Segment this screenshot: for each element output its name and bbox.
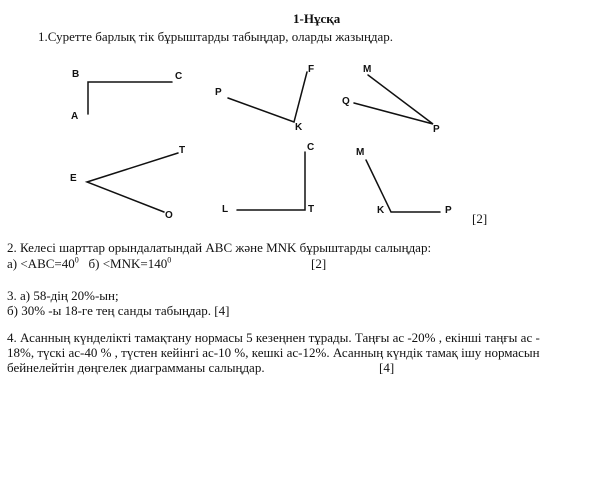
variant-title: 1-Нұсқа <box>293 11 341 26</box>
label-q: Q <box>342 96 350 107</box>
task3-line1: 3. а) 58-дің 20%-ын; <box>7 288 119 303</box>
angle-bac <box>88 82 172 114</box>
task2-b: б) <MNK=140 <box>88 256 168 271</box>
angle-teo <box>87 153 178 212</box>
label-p3: P <box>445 205 452 216</box>
label-c2: C <box>307 142 315 153</box>
angle-mpq <box>354 75 433 124</box>
label-l: L <box>222 204 229 215</box>
label-k1: K <box>295 122 303 133</box>
task1-score: [2] <box>472 211 488 226</box>
label-m1: M <box>363 64 372 75</box>
angle-lct <box>237 152 305 210</box>
task3-line2: б) 30% -ы 18-ге тең санды табыңдар. [4] <box>7 303 230 318</box>
label-e: E <box>70 173 77 184</box>
task4-line2: 18%, түскі ас-40 % , түстен кейінгі ас-10 %, кешкі ас-12%. Асанның күндік тамақ ішу нормасын <box>7 345 540 360</box>
task2-conditions <box>7 257 171 272</box>
task4-line1: 4. Асанның күнделікті тамақтану нормасы 5 кезеңнен тұрады. Таңғы ас -20% , екінші таңғы ас - <box>7 330 540 345</box>
task4-line3: бейнелейтін дөңгелек диаграмманы салыңдар. <box>7 360 265 375</box>
label-o: O <box>165 210 173 221</box>
label-a: A <box>71 111 79 122</box>
task2-a: а) <ABC=40 <box>7 256 75 271</box>
task2-text: 2. Келесі шарттар орындалатындай ABC және MNK бұрыштарды салыңдар: <box>7 240 432 255</box>
label-b: B <box>72 69 80 80</box>
label-t2: T <box>308 204 315 215</box>
task4-score: [4] <box>379 360 395 375</box>
label-p2: P <box>433 124 440 135</box>
task1-text: 1.Суретте барлық тік бұрыштарды табыңдар, оларды жазыңдар. <box>38 29 394 44</box>
angle-pkf <box>228 72 307 122</box>
label-k2: K <box>377 205 385 216</box>
label-c: C <box>175 71 183 82</box>
label-t1: T <box>179 145 186 156</box>
task2-score: [2] <box>311 256 327 271</box>
task2-a-degree: 0 <box>74 255 79 265</box>
label-m2: M <box>356 147 365 158</box>
label-f: F <box>308 64 315 75</box>
task2-b-degree: 0 <box>167 255 172 265</box>
label-p1: P <box>215 87 222 98</box>
